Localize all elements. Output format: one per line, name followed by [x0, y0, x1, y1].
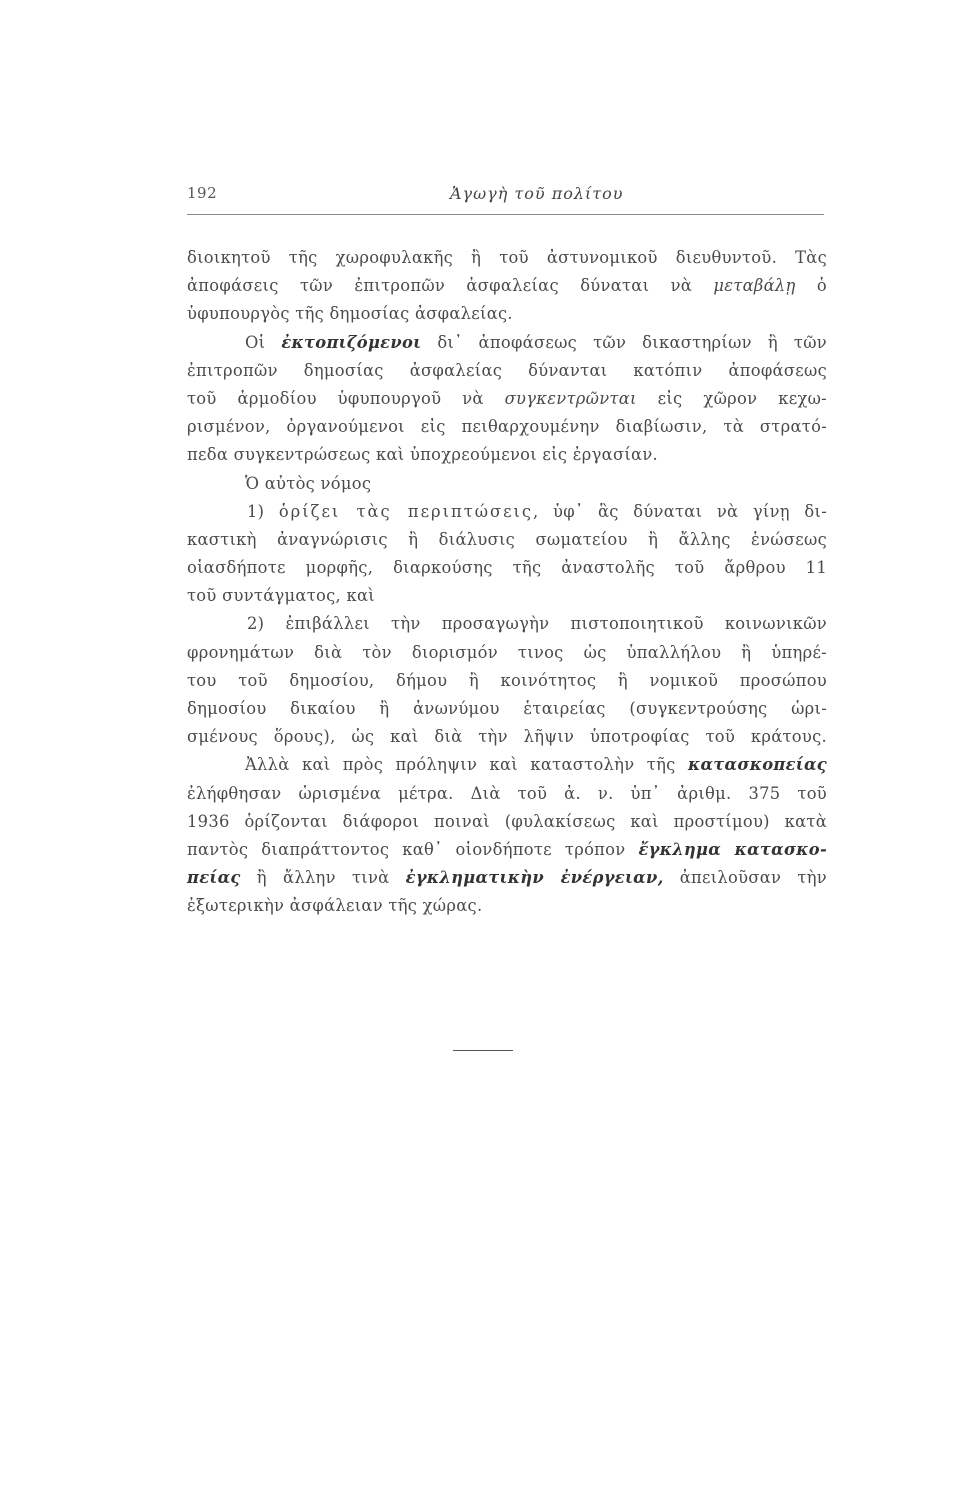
page-number: 192	[187, 184, 218, 202]
text-line: ὑφυπουργὸς τῆς δημοσίας ἀσφαλείας.	[187, 304, 513, 324]
text-line: 1936 ὁρίζονται διάφοροι ποιναὶ (φυλακίσεως καὶ προστίμου) κατὰ	[187, 811, 827, 831]
text-line: πεδα συγκεντρώσεως καὶ ὑποχρεούμενοι εἰς ἐργασίαν.	[187, 445, 659, 465]
text-line: δημοσίου δικαίου ἢ ἀνωνύμου ἑταιρείας (συγκεντρούσης ὡρι-	[187, 699, 827, 718]
text-line: Ὁ αὐτὸς νόμος	[245, 473, 372, 493]
text-line: σμένους ὅρους), ὡς καὶ διὰ τὴν λῆψιν ὑποτροφίας τοῦ κράτους.	[187, 727, 827, 747]
text-line: τοῦ ἁρμοδίου ὑφυπουργοῦ νὰ συγκεντρῶνται εἰς χῶρον κεχω-	[187, 388, 827, 408]
text-line: παντὸς διαπράττοντος καθ᾿ οἱονδήποτε τρόπον ἔγκλημα κατασκο-	[187, 839, 828, 859]
bold-term: πείας	[187, 868, 241, 888]
text-line: ἐπιτροπῶν δημοσίας ἀσφαλείας δύνανται κατόπιν ἀποφάσεως	[187, 360, 827, 380]
text-line: ἐλήφθησαν ὡρισμένα μέτρα. Διὰ τοῦ ἀ. ν. ὑπ᾿ ἀριθμ. 375 τοῦ	[187, 783, 827, 803]
bold-term: ἐκτοπιζόμενοι	[281, 332, 422, 352]
text-line: τοῦ συντάγματος, καὶ	[187, 586, 375, 606]
body-text	[187, 244, 827, 921]
bold-term: κατασκοπείας	[687, 755, 827, 775]
text-line: ἀποφάσεις τῶν ἐπιτροπῶν ἀσφαλείας δύναται νὰ μεταβάλῃ ὁ	[187, 276, 828, 296]
running-title: Ἀγωγὴ τοῦ πολίτου	[450, 184, 624, 203]
text-line: οἱασδήποτε μορφῆς, διαρκούσης τῆς ἀναστολῆς τοῦ ἄρθρου 11	[187, 558, 827, 578]
text-line: διοικητοῦ τῆς χωροφυλακῆς ἢ τοῦ ἀστυνομικοῦ διευθυντοῦ. Τὰς	[187, 248, 827, 267]
bold-term: ἐγκληματικὴν ἐνέργειαν,	[405, 868, 664, 888]
spaced-term: ὁρίζει τὰς περιπτώσεις	[278, 501, 534, 521]
text-line: πείας ἢ ἄλλην τινὰ ἐγκληματικὴν ἐνέργειαν, ἀπειλοῦσαν τὴν	[187, 868, 827, 888]
text-line: ρισμένον, ὀργανούμενοι εἰς πειθαρχουμένην διαβίωσιν, τὰ στρατό-	[187, 417, 827, 437]
text-line: Οἱ ἐκτοπιζόμενοι δι᾿ ἀποφάσεως τῶν δικαστηρίων ἢ τῶν	[245, 332, 827, 352]
text-line: ἐξωτερικὴν ἀσφάλειαν τῆς χώρας.	[187, 896, 483, 916]
text-line: του τοῦ δημοσίου, δήμου ἢ κοινότητος ἢ νομικοῦ προσώπου	[187, 670, 827, 690]
header-rule	[187, 214, 824, 215]
text-line: 2) ἐπιβάλλει τὴν προσαγωγὴν πιστοποιητικοῦ κοινωνικῶν	[247, 614, 827, 634]
italic-term: μεταβάλῃ	[713, 276, 796, 296]
bold-term: ἔγκλημα κατασκο-	[638, 839, 828, 859]
italic-term: συγκεντρῶνται	[504, 388, 637, 408]
end-rule	[453, 1050, 513, 1051]
text-line: Ἀλλὰ καὶ πρὸς πρόληψιν καὶ καταστολὴν τῆς κατασκοπείας	[245, 755, 827, 775]
text-line: φρονημάτων διὰ τὸν διορισμόν τινος ὡς ὑπαλλήλου ἢ ὑπηρέ-	[187, 642, 827, 662]
text-line: καστικὴ ἀναγνώρισις ἢ διάλυσις σωματείου ἢ ἄλλης ἑνώσεως	[187, 529, 827, 549]
text-line: 1) ὁρίζει τὰς περιπτώσεις, ὑφ᾿ ἃς δύναται νὰ γίνῃ δι-	[247, 501, 827, 521]
